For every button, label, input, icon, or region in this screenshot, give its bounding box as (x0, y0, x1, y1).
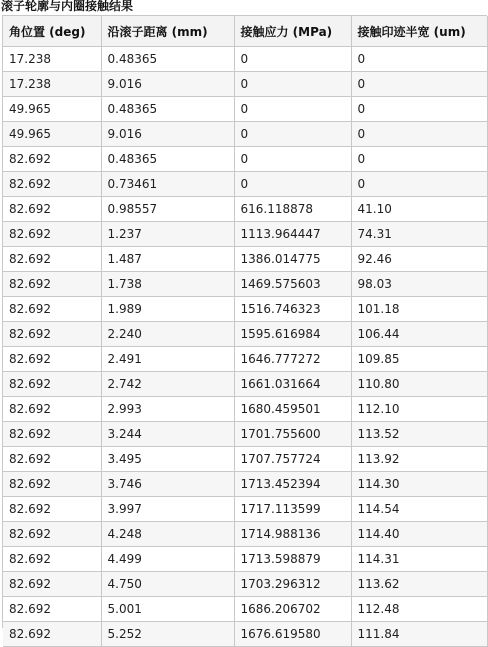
cell-angle-position: 82.692 (3, 597, 101, 622)
cell-distance-along-roller: 4.248 (101, 522, 234, 547)
cell-angle-position: 17.238 (3, 72, 101, 97)
cell-contact-half-width: 0 (351, 47, 487, 72)
cell-distance-along-roller: 1.738 (101, 272, 234, 297)
table-row[interactable] (3, 297, 487, 322)
cell-angle-position: 82.692 (3, 222, 101, 247)
column-header-contact-half-width[interactable]: 接触印迹半宽 (um) (351, 16, 487, 47)
table-row[interactable] (3, 72, 487, 97)
table-row[interactable] (3, 472, 487, 497)
table-row[interactable] (3, 147, 487, 172)
cell-contact-half-width: 113.52 (351, 422, 487, 447)
cell-contact-stress: 616.118878 (234, 197, 351, 222)
cell-contact-stress: 1714.988136 (234, 522, 351, 547)
cell-contact-half-width: 74.31 (351, 222, 487, 247)
table-row[interactable] (3, 47, 487, 72)
cell-contact-half-width: 114.31 (351, 547, 487, 572)
cell-contact-stress: 1113.964447 (234, 222, 351, 247)
cell-angle-position: 82.692 (3, 547, 101, 572)
cell-contact-stress: 0 (234, 147, 351, 172)
cell-contact-stress: 0 (234, 122, 351, 147)
column-header-contact-stress[interactable]: 接触应力 (MPa) (234, 16, 351, 47)
cell-contact-half-width: 112.10 (351, 397, 487, 422)
cell-angle-position: 17.238 (3, 47, 101, 72)
table-row[interactable] (3, 597, 487, 622)
cell-contact-half-width: 0 (351, 97, 487, 122)
contact-results-table (3, 16, 488, 647)
cell-contact-half-width: 0 (351, 72, 487, 97)
cell-contact-half-width: 98.03 (351, 272, 487, 297)
cell-distance-along-roller: 2.993 (101, 397, 234, 422)
table-row[interactable] (3, 172, 487, 197)
cell-contact-stress: 1680.459501 (234, 397, 351, 422)
cell-distance-along-roller: 4.750 (101, 572, 234, 597)
cell-angle-position: 82.692 (3, 422, 101, 447)
table-row[interactable] (3, 122, 487, 147)
cell-contact-stress: 1717.113599 (234, 497, 351, 522)
cell-contact-stress: 1686.206702 (234, 597, 351, 622)
cell-contact-stress: 1676.619580 (234, 622, 351, 647)
column-header-distance-along-roller[interactable]: 沿滚子距离 (mm) (101, 16, 234, 47)
cell-distance-along-roller: 2.240 (101, 322, 234, 347)
cell-angle-position: 82.692 (3, 447, 101, 472)
cell-contact-stress: 0 (234, 47, 351, 72)
cell-angle-position: 82.692 (3, 522, 101, 547)
cell-angle-position: 82.692 (3, 197, 101, 222)
cell-distance-along-roller: 0.48365 (101, 147, 234, 172)
cell-contact-half-width: 41.10 (351, 197, 487, 222)
cell-distance-along-roller: 3.244 (101, 422, 234, 447)
table-row[interactable] (3, 97, 487, 122)
cell-contact-stress: 1713.452394 (234, 472, 351, 497)
cell-contact-stress: 1701.755600 (234, 422, 351, 447)
cell-contact-half-width: 110.80 (351, 372, 487, 397)
cell-contact-stress: 0 (234, 72, 351, 97)
cell-distance-along-roller: 4.499 (101, 547, 234, 572)
cell-angle-position: 82.692 (3, 397, 101, 422)
table-row[interactable] (3, 497, 487, 522)
cell-angle-position: 82.692 (3, 172, 101, 197)
cell-angle-position: 82.692 (3, 497, 101, 522)
table-row[interactable] (3, 247, 487, 272)
cell-contact-half-width: 112.48 (351, 597, 487, 622)
results-table-container[interactable] (2, 15, 487, 641)
cell-contact-stress: 1661.031664 (234, 372, 351, 397)
cell-distance-along-roller: 0.98557 (101, 197, 234, 222)
cell-distance-along-roller: 0.73461 (101, 172, 234, 197)
cell-angle-position: 82.692 (3, 247, 101, 272)
table-header-row (3, 16, 487, 47)
cell-contact-half-width: 109.85 (351, 347, 487, 372)
table-row[interactable] (3, 622, 487, 647)
cell-contact-half-width: 111.84 (351, 622, 487, 647)
table-row[interactable] (3, 522, 487, 547)
cell-contact-stress: 1646.777272 (234, 347, 351, 372)
cell-contact-half-width: 113.92 (351, 447, 487, 472)
cell-angle-position: 82.692 (3, 622, 101, 647)
table-row[interactable] (3, 272, 487, 297)
cell-distance-along-roller: 0.48365 (101, 47, 234, 72)
table-row[interactable] (3, 197, 487, 222)
cell-angle-position: 82.692 (3, 272, 101, 297)
cell-angle-position: 82.692 (3, 297, 101, 322)
cell-distance-along-roller: 3.746 (101, 472, 234, 497)
cell-contact-stress: 1469.575603 (234, 272, 351, 297)
table-body (3, 47, 487, 647)
cell-distance-along-roller: 3.495 (101, 447, 234, 472)
cell-contact-half-width: 101.18 (351, 297, 487, 322)
cell-distance-along-roller: 3.997 (101, 497, 234, 522)
cell-angle-position: 82.692 (3, 372, 101, 397)
cell-contact-stress: 1707.757724 (234, 447, 351, 472)
table-row[interactable] (3, 322, 487, 347)
cell-angle-position: 82.692 (3, 322, 101, 347)
cell-distance-along-roller: 1.989 (101, 297, 234, 322)
cell-distance-along-roller: 0.48365 (101, 97, 234, 122)
table-row[interactable] (3, 397, 487, 422)
cell-contact-half-width: 114.54 (351, 497, 487, 522)
table-row[interactable] (3, 547, 487, 572)
table-title: 滚子轮廓与内圈接触结果 (1, 0, 134, 13)
cell-contact-half-width: 114.30 (351, 472, 487, 497)
cell-contact-half-width: 0 (351, 147, 487, 172)
cell-angle-position: 82.692 (3, 347, 101, 372)
cell-contact-half-width: 114.40 (351, 522, 487, 547)
table-row[interactable] (3, 347, 487, 372)
cell-angle-position: 49.965 (3, 122, 101, 147)
cell-distance-along-roller: 9.016 (101, 122, 234, 147)
cell-distance-along-roller: 2.742 (101, 372, 234, 397)
cell-distance-along-roller: 1.487 (101, 247, 234, 272)
cell-distance-along-roller: 5.252 (101, 622, 234, 647)
cell-angle-position: 82.692 (3, 472, 101, 497)
table-row[interactable] (3, 422, 487, 447)
cell-contact-stress: 0 (234, 172, 351, 197)
table-row[interactable] (3, 572, 487, 597)
cell-distance-along-roller: 9.016 (101, 72, 234, 97)
column-header-angle-position[interactable]: 角位置 (deg) (3, 16, 101, 47)
cell-distance-along-roller: 1.237 (101, 222, 234, 247)
cell-angle-position: 49.965 (3, 97, 101, 122)
cell-contact-half-width: 92.46 (351, 247, 487, 272)
cell-angle-position: 82.692 (3, 147, 101, 172)
cell-contact-half-width: 0 (351, 122, 487, 147)
cell-contact-stress: 1713.598879 (234, 547, 351, 572)
cell-distance-along-roller: 2.491 (101, 347, 234, 372)
table-row[interactable] (3, 447, 487, 472)
cell-contact-stress: 1516.746323 (234, 297, 351, 322)
cell-contact-half-width: 113.62 (351, 572, 487, 597)
cell-distance-along-roller: 5.001 (101, 597, 234, 622)
cell-contact-stress: 1703.296312 (234, 572, 351, 597)
cell-angle-position: 82.692 (3, 572, 101, 597)
cell-contact-stress: 1386.014775 (234, 247, 351, 272)
cell-contact-half-width: 106.44 (351, 322, 487, 347)
cell-contact-half-width: 0 (351, 172, 487, 197)
cell-contact-stress: 1595.616984 (234, 322, 351, 347)
table-row[interactable] (3, 222, 487, 247)
table-row[interactable] (3, 372, 487, 397)
cell-contact-stress: 0 (234, 97, 351, 122)
